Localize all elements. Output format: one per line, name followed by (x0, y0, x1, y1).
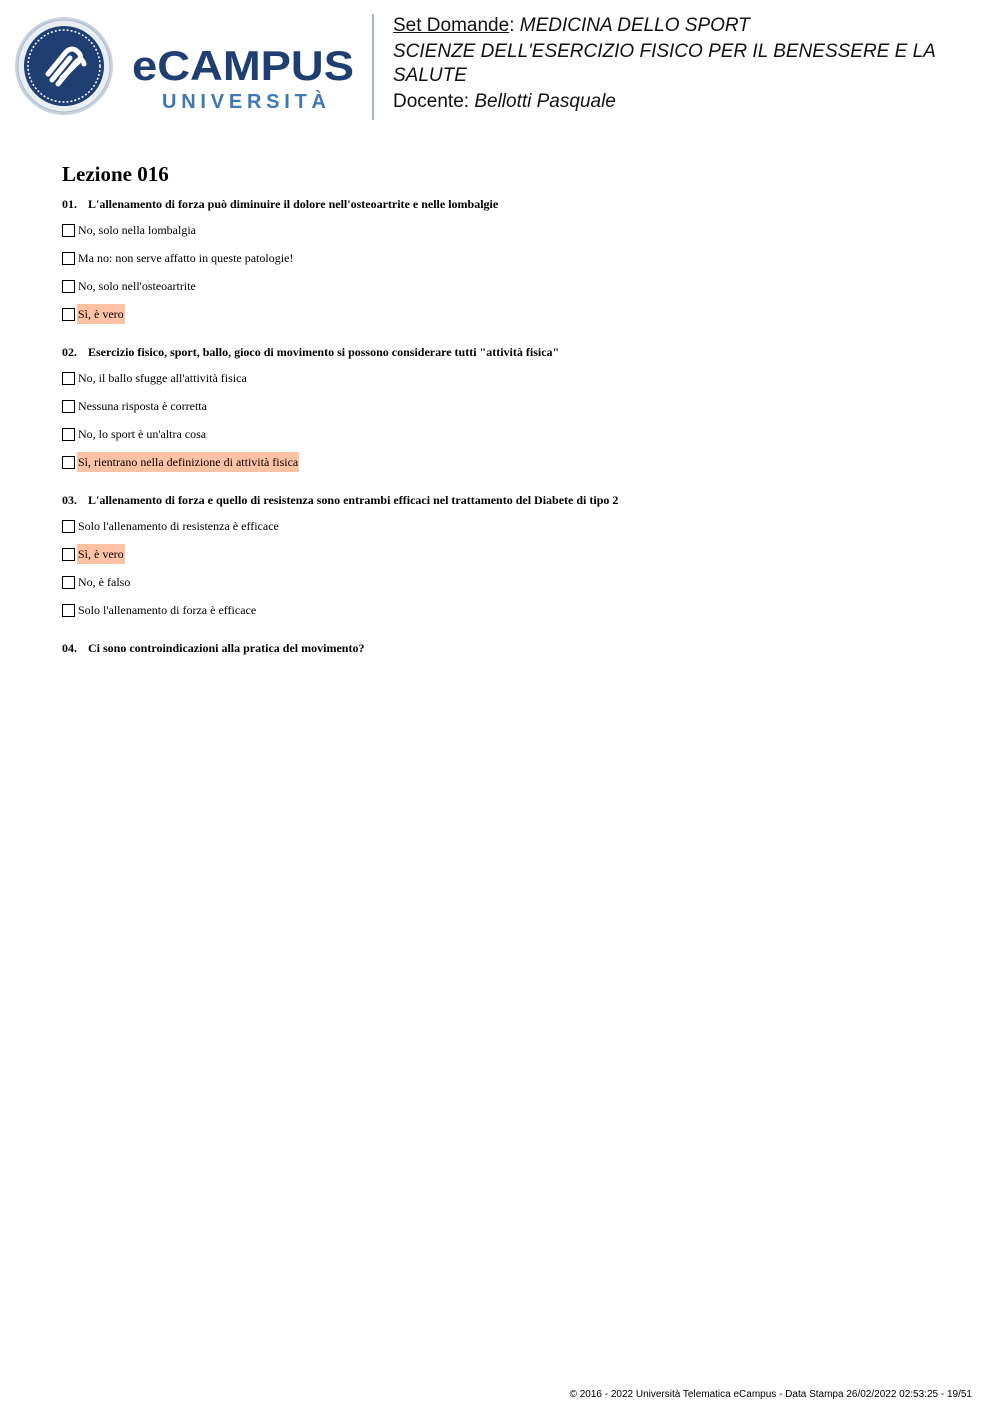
course-title: SCIENZE DELL'ESERCIZIO FISICO PER IL BENESSERE E LA SALUTE (393, 41, 936, 86)
docente-name: Bellotti Pasquale (474, 91, 616, 112)
answer-checkbox[interactable] (62, 456, 75, 469)
set-title: MEDICINA DELLO SPORT (519, 15, 750, 36)
question-text (62, 344, 942, 360)
header-divider (372, 14, 374, 120)
question-body: L'allenamento di forza può diminuire il dolore nell'osteoartrite e nelle lombalgie (88, 197, 499, 211)
question-text (62, 492, 942, 508)
answer-checkbox[interactable] (62, 252, 75, 265)
answer-option[interactable] (62, 248, 942, 268)
answer-checkbox[interactable] (62, 576, 75, 589)
answer-checkbox[interactable] (62, 224, 75, 237)
answer-option[interactable] (62, 572, 942, 592)
answer-option[interactable] (62, 396, 942, 416)
docente-row (393, 90, 983, 114)
question-number: 04. (62, 641, 77, 655)
answer-label-highlighted: Sì, è vero (77, 304, 125, 324)
question-body: L'allenamento di forza e quello di resistenza sono entrambi efficaci nel trattamento del Diabete di tipo 2 (88, 493, 619, 507)
answer-checkbox[interactable] (62, 308, 75, 321)
set-label: Set Domande (393, 15, 510, 36)
answer-label: No, solo nell'osteoartrite (78, 279, 196, 293)
answer-checkbox[interactable] (62, 548, 75, 561)
question (62, 344, 942, 472)
question-text (62, 640, 942, 656)
header-info (393, 14, 983, 114)
answer-label: Nessuna risposta è corretta (78, 399, 207, 413)
answer-label: Solo l'allenamento di forza è efficace (78, 603, 257, 617)
answer-label: Ma no: non serve affatto in queste patologie! (78, 251, 294, 265)
logo-subtitle-text: UNIVERSITÀ (162, 91, 326, 112)
answer-option[interactable] (62, 276, 942, 296)
question-text (62, 196, 942, 212)
question-number: 01. (62, 197, 77, 211)
answer-checkbox[interactable] (62, 520, 75, 533)
answer-checkbox[interactable] (62, 372, 75, 385)
answer-checkbox[interactable] (62, 428, 75, 441)
set-row: Set Domande: MEDICINA DELLO SPORT (393, 15, 750, 36)
answer-label: No, solo nella lombalgia (78, 223, 196, 237)
answer-label: No, il ballo sfugge all'attività fisica (78, 371, 247, 385)
answer-checkbox[interactable] (62, 604, 75, 617)
question (62, 196, 942, 324)
answer-option[interactable] (62, 424, 942, 444)
question-number: 03. (62, 493, 77, 507)
answer-label: No, è falso (78, 575, 131, 589)
ecampus-seal-logo (14, 16, 114, 116)
answer-label: No, lo sport è un'altra cosa (78, 427, 207, 441)
lesson-content (62, 160, 942, 676)
page-header (0, 0, 1000, 130)
question-body: Ci sono controindicazioni alla pratica del movimento? (88, 641, 365, 655)
answer-option[interactable] (62, 368, 942, 388)
answer-option-correct[interactable] (62, 304, 942, 324)
answer-option-correct[interactable] (62, 544, 942, 564)
answer-checkbox[interactable] (62, 400, 75, 413)
ecampus-wordmark-logo (132, 40, 357, 112)
answer-label-highlighted: Sì, rientrano nella definizione di attività fisica (77, 452, 299, 472)
question-body: Esercizio fisico, sport, ballo, gioco di movimento si possono considerare tutti "attività fisica" (88, 345, 560, 359)
answer-checkbox[interactable] (62, 280, 75, 293)
lesson-title: Lezione 016 (62, 162, 169, 186)
answer-option[interactable] (62, 220, 942, 240)
question (62, 492, 942, 620)
answer-label: Solo l'allenamento di resistenza è efficace (78, 519, 279, 533)
answer-label-highlighted: Sì, è vero (77, 544, 125, 564)
question-number: 02. (62, 345, 77, 359)
answer-option[interactable] (62, 516, 942, 536)
answer-option[interactable] (62, 600, 942, 620)
question (62, 640, 942, 656)
page-footer: © 2016 - 2022 Università Telematica eCampus - Data Stampa 26/02/2022 02:53:25 - 19/51 (569, 1389, 972, 1400)
logo-brand-text: eCAMPUS (132, 42, 354, 89)
docente-label: Docente: (393, 91, 470, 112)
answer-option-correct[interactable] (62, 452, 942, 472)
